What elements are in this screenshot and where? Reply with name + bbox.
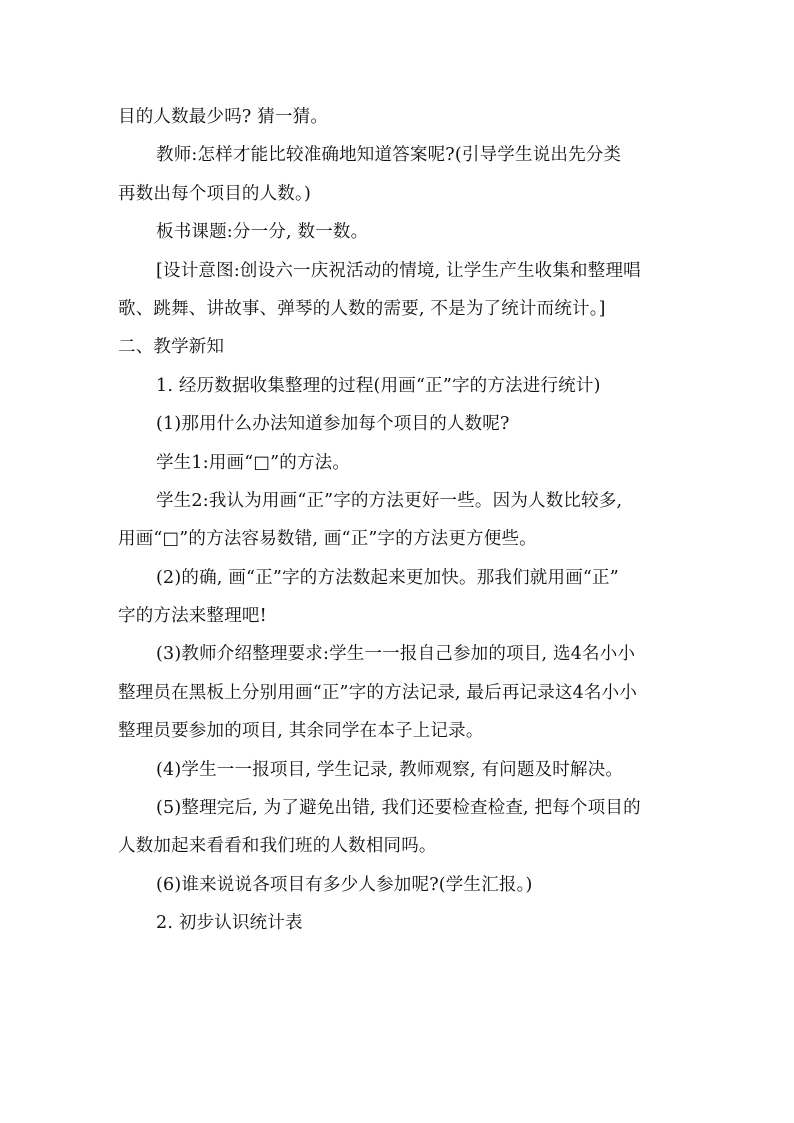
text-line: (2)的确, 画“正”字的方法数起来更加快。那我们就用画“正”: [156, 567, 619, 588]
text-line: (6)谁来说说各项目有多少人参加呢?(学生汇报。): [156, 874, 533, 895]
document-body: [118, 98, 678, 943]
text-line: (5)整理完后, 为了避免出错, 我们还要检查检查, 把每个项目的: [156, 798, 641, 819]
text-line: [设计意图:创设六一庆祝活动的情境, 让学生产生收集和整理唱: [156, 260, 641, 281]
text-line: 人数加起来看看和我们班的人数相同吗。: [118, 836, 437, 857]
text-line: 2. 初步认识统计表: [156, 913, 303, 934]
text-line: 学生1:用画“□”的方法。: [156, 452, 351, 473]
text-line: 目的人数最少吗? 猜一猜。: [118, 107, 329, 127]
text-line: (4)学生一一报项目, 学生记录, 教师观察, 有问题及时解决。: [156, 759, 624, 780]
text-line: 整理员在黑板上分别用画“正”字的方法记录, 最后再记录这4名小小: [118, 682, 638, 703]
text-line: 二、教学新知: [118, 337, 225, 358]
text-line: 用画“□”的方法容易数错, 画“正”字的方法更方便些。: [118, 529, 537, 550]
text-line: 教师:怎样才能比较准确地知道答案呢?(引导学生说出先分类: [156, 145, 622, 166]
text-line: 整理员要参加的项目, 其余同学在本子上记录。: [118, 721, 484, 742]
text-line: (1)那用什么办法知道参加每个项目的人数呢?: [156, 414, 510, 435]
text-line: (3)教师介绍整理要求:学生一一报自己参加的项目, 选4名小小: [156, 644, 636, 665]
text-line: 字的方法来整理吧!: [118, 606, 267, 627]
text-line: 再数出每个项目的人数。): [118, 183, 311, 204]
text-line: 学生2:我认为用画“正”字的方法更好一些。因为人数比较多,: [156, 490, 623, 511]
text-line: 歌、跳舞、讲故事、弹琴的人数的需要, 不是为了统计而统计。]: [118, 298, 606, 319]
text-line: 板书课题:分一分, 数一数。: [156, 222, 369, 243]
text-line: 1. 经历数据收集整理的过程(用画“正”字的方法进行统计): [156, 375, 601, 396]
